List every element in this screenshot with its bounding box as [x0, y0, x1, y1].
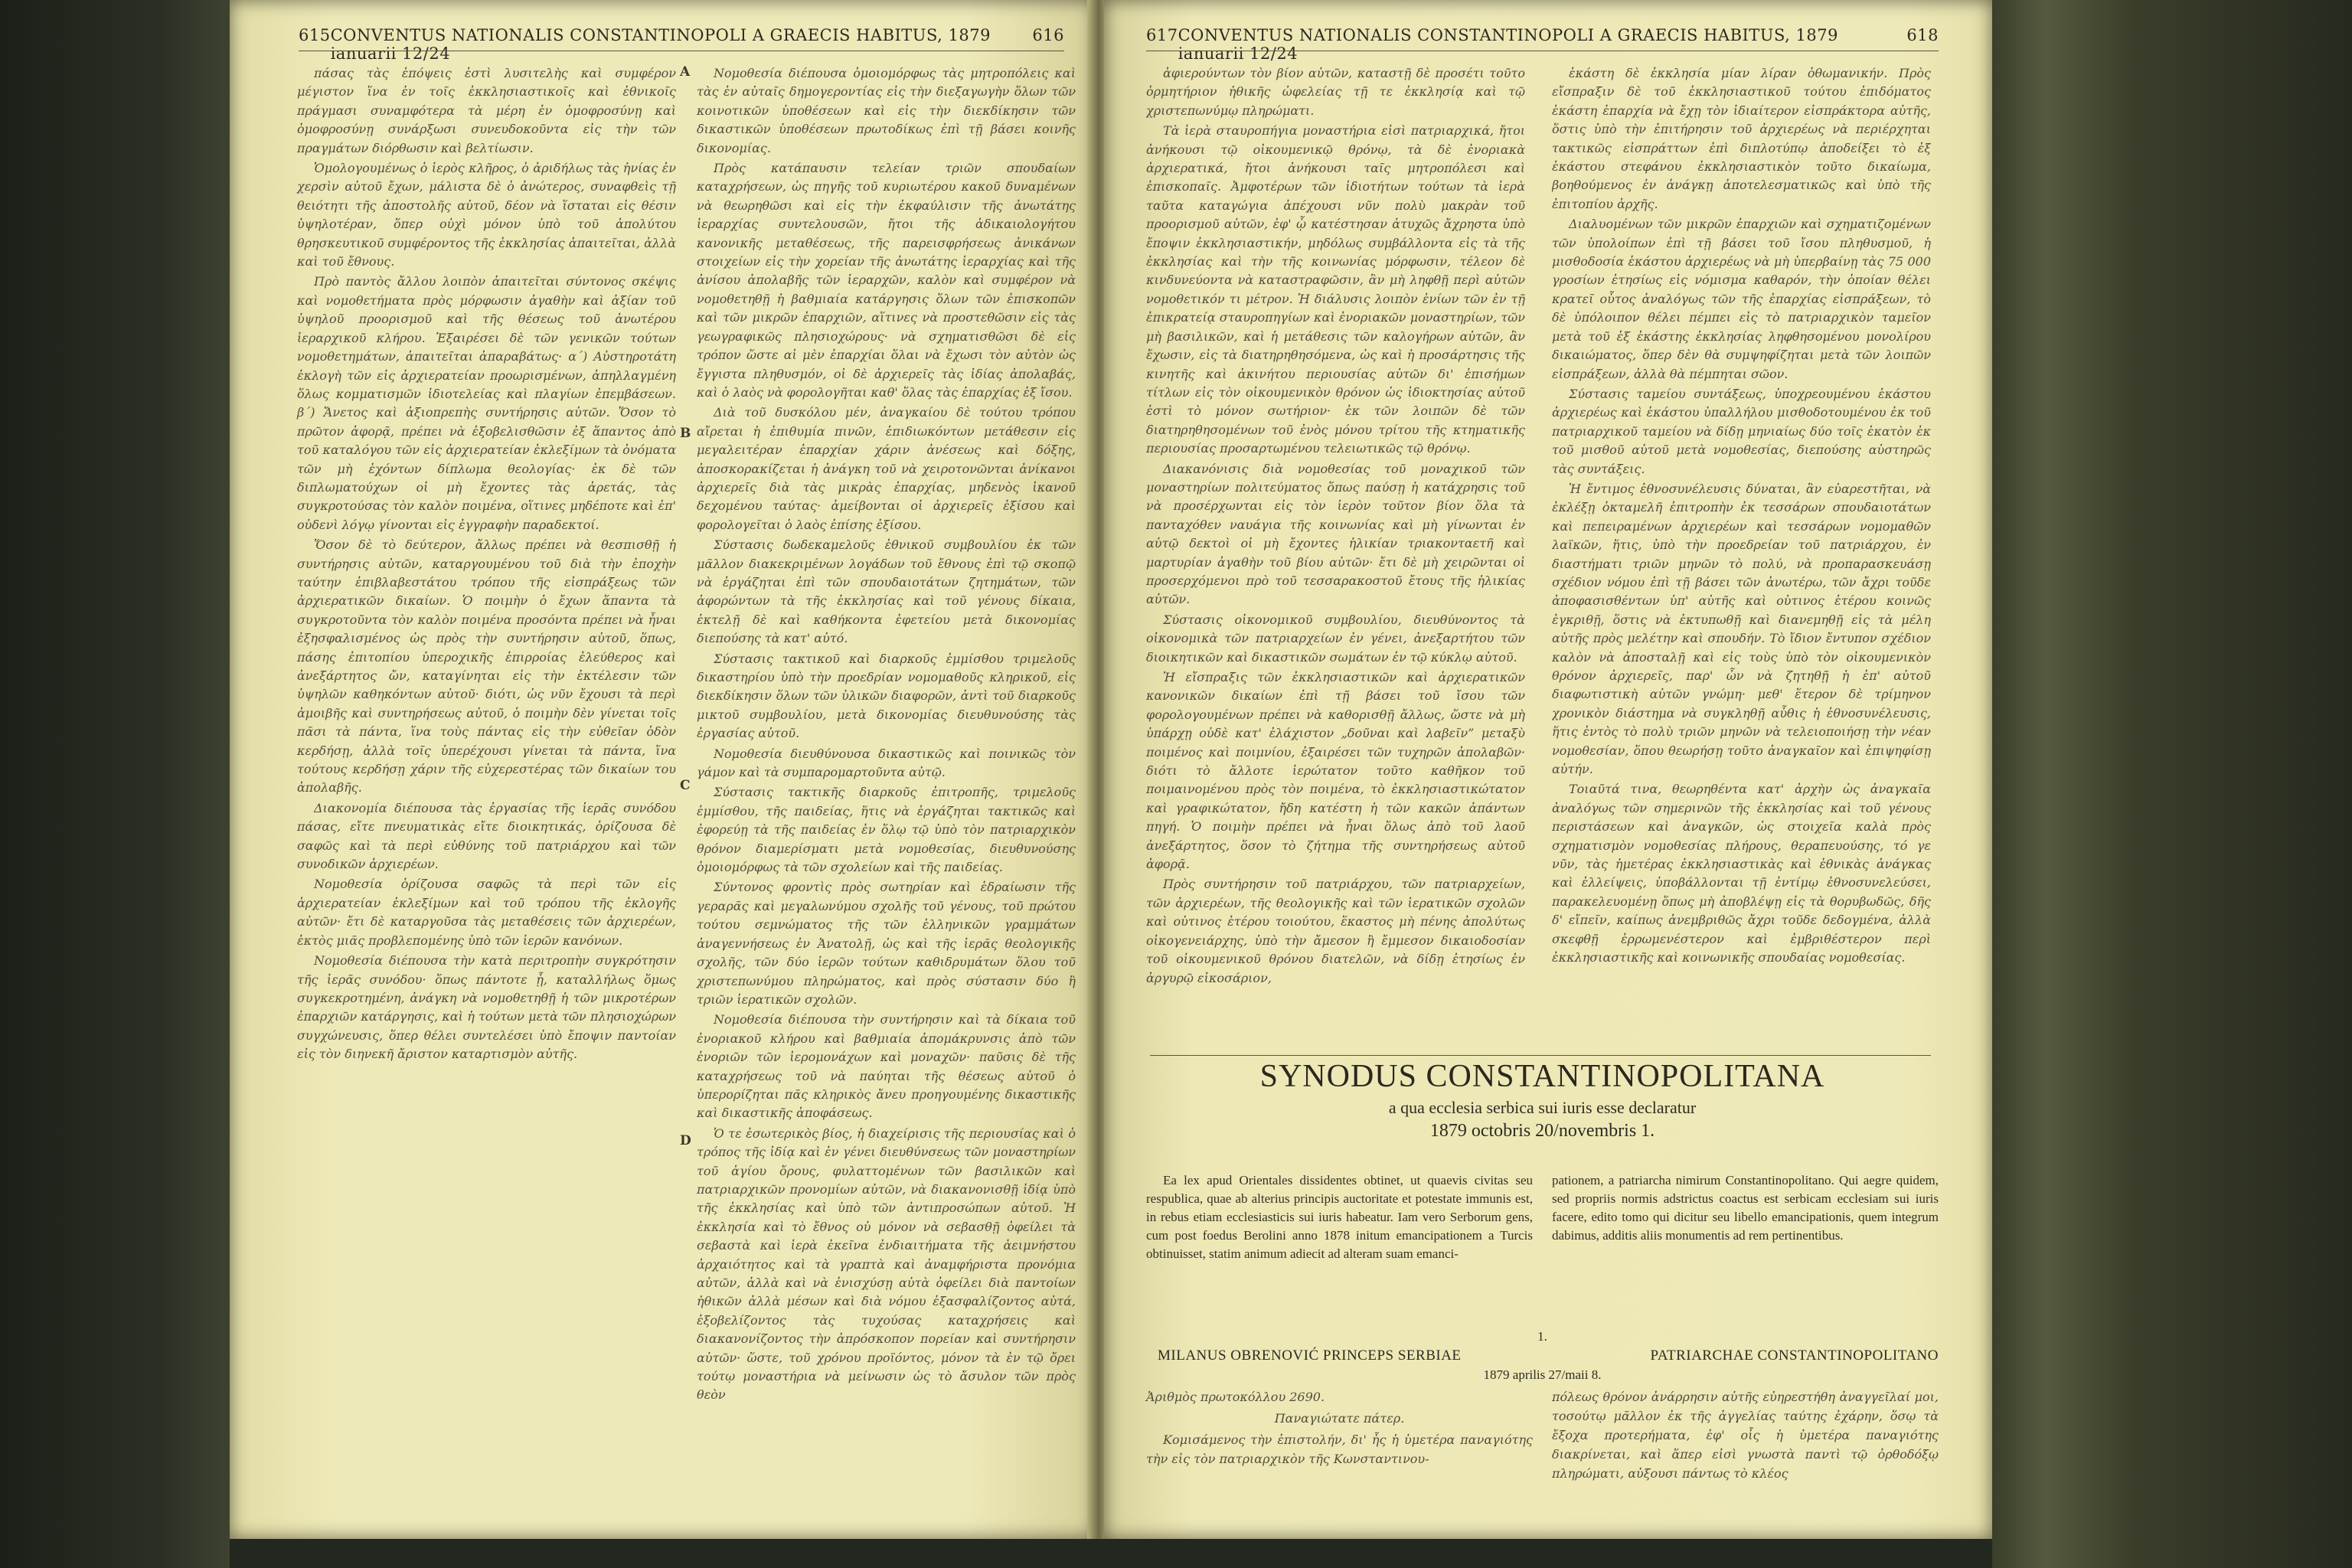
paragraph: πάσας τὰς ἐπόψεις ἐστὶ λυσιτελὴς καὶ συμφέρον μέγιστον ἵνα ἐν τοῖς ἐκκλησιαστικοῖς καὶ ἐθνικοῖς πράγμασι συναμφότερα τὰ μέρη ἐν ὁμοφροσύνῃ καὶ ὁμοφροσύνῃ συνάρξωσι συνευδοκοῦντα εἰς τὴν τῶν πραγμάτων διόρθωσιν καὶ βελτίωσιν. — [297, 66, 676, 155]
paragraph: Διακανόνισις διὰ νομοθεσίας τοῦ μοναχικοῦ τῶν μοναστηρίων πολιτεύματος ὅπως παύσῃ ἡ κατάχρησις τοῦ νὰ προσέρχωνται εἰς τὸν ἱερὸν τοῦτον βίον ὅλα τὰ πανταχόθεν ναυάγια τῆς κοινωνίας καὶ μὴ γίνωνται ἐν αὐτῷ δεκτοὶ οἱ μὴ ἔχοντες ἡλικίαν τριακονταετῆ καὶ μαρτυρίαν ἀγαθὴν τοῦ βίου αὐτῶν· ἔτι δὲ μὴ χειρῶνται οἱ προσερχόμενοι πρὸ τοῦ τεσσαρακοστοῦ ἔτους τῆς ἡλικίας αὐτῶν. — [1146, 461, 1525, 607]
paragraph: ἑκάστη δὲ ἐκκλησία μίαν λίραν ὀθωμανικήν. Πρὸς εἴσπραξιν δὲ τοῦ ἐκκλησιαστικοῦ τούτου ἐπιδόματος ἑκάστη ἐπαρχία νὰ ἔχῃ τὸν ἰδιαίτερον εἰσπράκτορα αὐτῆς, ὅστις ὑπὸ τὴν ἐπιτήρησιν τοῦ ἀρχιερέως νὰ περιέρχηται τακτικῶς εἰσπράττων ἐπὶ διπλοτύπῳ ἀποδείξει τὸ ἐξ ἑκάστου στεφάνου ἐκκλησιαστικὸν τοῦτο δικαίωμα, βοηθούμενος ἐν ἀνάγκῃ ἀποτελεσματικῶς καὶ ὑπὸ τῆς ἐπιτοπίου ἀρχῆς. — [1552, 66, 1931, 211]
paragraph: Σύστασις δωδεκαμελοῦς ἐθνικοῦ συμβουλίου ἐκ τῶν μᾶλλον διακεκριμένων λογάδων τοῦ ἔθνους ἐπὶ τῷ σκοπῷ νὰ ἐργάζηται ἐπὶ τῶν σπουδαιοτάτων ζητημάτων, τῶν ἀφορώντων τὰ τῆς ἐκκλησίας καὶ τοῦ γένους δίκαια, ἐκτελῇ δὲ καὶ καθήκοντα ἐφετείου μετὰ δικονομίας διεπούσης τὰ κατ' αὐτό. — [697, 537, 1076, 646]
margin-marker-b: B — [680, 426, 691, 441]
document-number: 1. — [1537, 1329, 1547, 1344]
paragraph: Τὰ ἱερὰ σταυροπήγια μοναστήρια εἰσὶ πατριαρχικά, ἤτοι ἀνήκουσι τῷ οἰκουμενικῷ θρόνῳ, τὰ δὲ ἐνοριακὰ ἀρχιερατικά, ἤτοι ἀνήκουσι ταῖς μητροπόλεσι καὶ ἐπισκοπαῖς. Ἀμφοτέρων τῶν ἰδιοτήτων τούτων τὰ ἱερὰ ταῦτα καταγώγια ἀπέχουσι νῦν πολὺ μακρὰν τοῦ προορισμοῦ αὐτῶν, ἐφ' ᾧ κατέστησαν ἀτυχῶς ἄχρηστα ὑπὸ ἔποψιν ἐκκλησιαστικήν, μηδόλως συμβάλλοντα εἰς τὰ τῆς ἐκκλησίας καὶ τὴν τῆς κοινωνίας μόρφωσιν, τέλεον δὲ κινδυνεύοντα νὰ καταστραφῶσιν, ἂν μὴ ληφθῇ περὶ αὐτῶν νομοθετικόν τι μέτρον. Ἡ διάλυσις λοιπὸν ἐνίων τῶν ἐν τῇ ἐπικρατείᾳ σταυροπηγίων καὶ ἐνοριακῶν μοναστηρίων, τῶν μὴ βασιλικῶν, καὶ ἡ μετάθεσις τῶν καλογήρων αὐτῶν, ἂν ἔχωσιν, εἰς τὰ διατηρηθησόμενα, ὡς καὶ ἡ προσάρτησις τῆς κινητῆς καὶ ἀκινήτου περιουσίας αὐτῶν δι' ἐπισήμων τίτλων εἰς τὸν οἰκουμενικὸν θρόνον ὡς ἰδιοκτησίας αὐτοῦ ἐστὶ τὸ μόνον σωτήριον· ἐκ τῶν λοιπῶν δὲ τῶν διατηρηθησομένων τοῦ ἐνὸς μόνου τρίτου τῆς κτηματικῆς περιουσίας προσαρτωμένου τελειωτικῶς τῷ θρόνῳ. — [1146, 123, 1525, 456]
paragraph: Ἡ εἴσπραξις τῶν ἐκκλησιαστικῶν καὶ ἀρχιερατικῶν κανονικῶν δικαίων ἐπὶ τῇ βάσει τοῦ ἴσου τῶν φορολογουμένων πρέπει νὰ καθορισθῇ ἄλλως, ὥστε νὰ μὴ ὑπάρχῃ οὐδὲ κατ' ἐλάχιστον „δοῦναι καὶ λαβεῖν” μεταξὺ ποιμένος καὶ ποιμνίου, ἐξαιρέσει τῶν τυχηρῶν ἀπολαβῶν· διότι τὸ ἄλλοτε ἱερώτατον τοῦτο καθῆκον τοῦ ποιμαινομένου πρὸς τὸν ποιμένα, τὸ ἐκκλησιαστικώτατον καὶ γραφικώτατον, ἤδη κατέστη ἡ τῶν κακῶν ἁπάντων πηγή. Ὁ ποιμὴν πρέπει νὰ ἦναι ὅλως ἀπὸ τοῦ λαοῦ ἀνεξάρτητος, ὅσον τὸ ζήτημα τῆς συντηρήσεως αὐτοῦ ἀφορᾷ. — [1146, 670, 1525, 872]
paragraph: Ea lex apud Orientales dissidentes obtinet, ut quaevis civitas seu respublica, quae ab alterius principis auctoritate et potestate immunis est, in rebus etiam ecclesiasticis sui iuris habeatur. Iam vero Serborum gens, cum post foedus Berolini anno 1878 initum emancipationem a Turcis obtinuisset, statim animum adiecit ad alteram suam emanci- — [1146, 1173, 1533, 1261]
left-running-title: CONVENTUS NATIONALIS CONSTANTINOPOLI A GRAECIS HABITUS, 1879 ianuarii 12/24 — [330, 26, 991, 63]
paragraph: πόλεως θρόνον ἀνάρρησιν αὐτῆς εὐηρεστήθη ἀναγγεῖλαί μοι, τοσούτῳ μᾶλλον ἐκ τῆς ἀγγελίας ταύτης ἐχάρην, ὅσῳ τὰ ἔξοχα προτερήματα, ἐφ' οἷς ἡ ὑμετέρα παναγιότης διακρίνεται, καὶ ἅπερ εἰσὶ γνωστὰ παντὶ τῷ ὀρθοδόξῳ πληρώματι, αὐξουσι πάντως τὸ κλέος — [1552, 1390, 1939, 1481]
left-column-b — [697, 64, 1076, 1406]
left-running-head — [299, 26, 1064, 63]
right-column-a — [1146, 64, 1525, 1044]
paragraph: Ὁ τε ἐσωτερικὸς βίος, ἡ διαχείρισις τῆς περιουσίας καὶ ὁ τρόπος τῆς ἰδίᾳ καὶ ἐν γένει διευθύνσεως τῶν μοναστηρίων τοῦ ἁγίου ὄρους, φυλαττομένων τῶν βασιλικῶν καὶ πατριαρχικῶν προνομίων αὐτῶν, νὰ διακανονισθῇ ἰδίᾳ ὑπὸ τῆς ἐκκλησίας καὶ ὑπὸ τῶν ἀντιπροσώπων αὐτοῦ. Ἡ ἐκκλησία καὶ τὸ ἔθνος οὐ μόνον νὰ σεβασθῇ ὀφείλει τὰ σεβαστὰ καὶ ἱερὰ ἐκεῖνα ἐνδιαιτήματα τῆς ἀειμνήστου ἀρχαιότητος καὶ τὰ γραπτὰ καὶ ἀναμφήριστα προνόμια αὐτῶν, ἀλλὰ καὶ νὰ ἐνισχύσῃ αὐτὰ ὀφείλει διὰ παντοίων ἠθικῶν ἀλλὰ μέσων καὶ διὰ νόμου ἐξασφαλίζοντος αὐτά, ἐξοβελίζοντος τὰς τυχούσας καταχρήσεις καὶ διακανονίζοντος τὴν ἀπρόσκοπον πορείαν καὶ συντήρησιν αὐτῶν· ὥστε, τοῦ χρόνου προϊόντος, μόνον τὰ ἐν τῷ ὄρει τούτῳ μοναστήρια νὰ μείνωσιν ὡς τὸ ἄσυλον τῶν πρὸς θεὸν — [697, 1125, 1076, 1403]
document-recipient: PATRIARCHAE CONSTANTINOPOLITANO — [1650, 1348, 1939, 1364]
latin-intro-column-a — [1146, 1171, 1533, 1263]
document-column-a — [1146, 1387, 1533, 1471]
paragraph: Νομοθεσία ὁρίζουσα σαφῶς τὰ περὶ τῶν εἰς ἀρχιερατείαν ἐκλεξίμων καὶ τοῦ τρόπου τῆς ἐκλογῆς αὐτῶν· ἔτι δὲ καταργοῦσα τὰς μεταθέσεις τῶν ἀρχιερέων, ἐκτὸς μιᾶς προβλεπομένης ὑπὸ τῶν ἱερῶν κανόνων. — [297, 877, 676, 948]
paragraph: Κομισάμενος τὴν ἐπιστολήν, δι' ἧς ἡ ὑμετέρα παναγιότης τὴν εἰς τὸν πατριαρχικὸν τῆς Κωνσταντινου- — [1146, 1432, 1533, 1466]
synod-date: 1879 octobris 20/novembris 1. — [1429, 1121, 1655, 1141]
margin-marker-a: A — [680, 64, 691, 80]
margin-marker-c: C — [680, 778, 691, 793]
synod-title: SYNODUS CONSTANTINOPOLITANA — [1259, 1059, 1825, 1094]
latin-intro-column-b — [1552, 1171, 1939, 1245]
paragraph: Πρὸ παντὸς ἄλλου λοιπὸν ἀπαιτεῖται σύντονος σκέψις καὶ νομοθετήματα πρὸς μόρφωσιν ἀγαθὴν καὶ ἀξίαν τοῦ ὑψηλοῦ προορισμοῦ καὶ τῆς θέσεως τοῦ ἀνωτέρου ἱεραρχικοῦ κλήρου. Ἐξαιρέσει δὲ τῶν γενικῶν τούτων νομοθετημάτων, ἀπαιτεῖται ἀπαραβάτως· α΄) Αὐστηροτάτη ἐκλογὴ τῶν εἰς ἀρχιερατείαν προωρισμένων, ἀπηλλαγμένη ὅλως κομματισμῶν ἰδιοτελείας καὶ πλαγίων ἐπεμβάσεων. β΄) Ἄνετος καὶ ἀξιοπρεπὴς συντήρησις αὐτῶν. Ὅσον τὸ πρῶτον ἀφορᾷ, πρέπει νὰ ἐξοβελισθῶσιν ἐξ ἅπαντος ἀπὸ τοῦ καταλόγου τῶν εἰς ἀρχιερατείαν ἐκλεξίμων τὰ ὀνόματα τῶν μὴ ἐχόντων δίπλωμα θεολογίας· ἐκ δὲ τῶν διπλωματούχων οἱ μὴ ἔχοντες τὰς ἀρετάς, τὰς συγκροτούσας τὸν καλὸν ποιμένα, οἵτινες μηδέποτε καὶ ἐπ' οὐδενὶ λόγῳ γίνονται εἰς ἐγγραφὴν παραδεκτοί. — [297, 274, 676, 532]
left-column-a — [297, 64, 676, 1066]
paragraph: Διαλυομένων τῶν μικρῶν ἐπαρχιῶν καὶ σχηματιζομένων τῶν ὑπολοίπων ἐπὶ τῇ βάσει τοῦ ἴσου πληθυσμοῦ, ἡ μισθοδοσία ἑκάστου ἀρχιερέως νὰ μὴ ὑπερβαίνῃ τὰς 75 000 γροσίων ἐτησίως εἰς νόμισμα καθαρόν, τὴν ὁποίαν θέλει κρατεῖ οὗτος ἀναλόγως τῶν τῆς ἐπαρχίας εἰσπράξεων, τὸ δὲ ὑπόλοιπον θέλει πέμπει εἰς τὸ πατριαρχικὸν ταμεῖον μετὰ τοῦ ἐξ ἑκάστης ἐκκλησίας ληφθησομένου μονολίρου δικαιώματος, ὅπερ δὲν θὰ συμψηφίζηται μετὰ τῶν λοιπῶν εἰσπράξεων, ἀλλὰ θὰ πέμπηται σῶον. — [1552, 217, 1931, 381]
paragraph: Πρὸς συντήρησιν τοῦ πατριάρχου, τῶν πατριαρχείων, τῶν ἀρχιερέων, τῆς θεολογικῆς καὶ τῶν ἱερατικῶν σχολῶν καὶ οὐτινος ἑτέρου τοιούτου, ἕκαστος μὴ πένης ἀπολύτως οἰκογενειάρχης, ὑπὸ τὴν ἄμεσον ἢ ἔμμεσον δικαιοδοσίαν τοῦ οἰκουμενικοῦ θρόνου διατελῶν, νὰ δίδῃ ἐτησίως ἐν ἀργυρῷ εἰκοσάριον, — [1146, 877, 1525, 985]
paragraph: Σύστασις οἰκονομικοῦ συμβουλίου, διευθύνοντος τὰ οἰκονομικὰ τῶν πατριαρχείων ἐν γένει, ἀνεξαρτήτου τῶν διοικητικῶν καὶ δικαστικῶν σωμάτων ἐν τῷ κύκλῳ αὐτοῦ. — [1146, 612, 1525, 665]
right-running-head — [1146, 26, 1939, 63]
paragraph: Σύστασις τακτικοῦ καὶ διαρκοῦς ἐμμίσθου τριμελοῦς δικαστηρίου ὑπὸ τὴν προεδρίαν νομομαθοῦς κληρικοῦ, εἰς διεκδίκησιν ὅλων τῶν ὑλικῶν διαφορῶν, ἀντὶ τοῦ διαρκοῦς μικτοῦ συμβουλίου, μετὰ δικονομίας διευθυνούσης τὰς ἐργασίας αὐτοῦ. — [697, 651, 1076, 741]
paragraph: Ὁμολογουμένως ὁ ἱερὸς κλῆρος, ὁ ἀριδήλως τὰς ἡνίας ἐν χερσὶν αὐτοῦ ἔχων, μάλιστα δὲ ὁ ἀνώτερος, συναφθεὶς τῇ θειότητι τῆς ἀποστολῆς αὐτοῦ, δέον νὰ ἵσταται εἰς θέσιν ὑψηλοτέραν, ὅπερ οὐχὶ μόνον ὑπὸ τοῦ ἀπολύτου θρησκευτικοῦ συμφέροντος τῆς ἐκκλησίας ἀπαιτεῖται, ἀλλὰ καὶ τοῦ ἔθνους. — [297, 161, 676, 270]
document-date: 1879 aprilis 27/maii 8. — [1483, 1367, 1602, 1382]
paragraph: Σύστασις ταμείου συντάξεως, ὑποχρεουμένου ἑκάστου ἀρχιερέως καὶ ἑκάστου ὑπαλλήλου μισθοδοτουμένου ἐκ τοῦ πατριαρχικοῦ ταμείου νὰ δίδῃ μηνιαίως δύο τοῖς ἑκατὸν ἐκ τοῦ μισθοῦ αὐτοῦ μετὰ νομοθεσίας, διεπούσης αὐστηρῶς τὰς συντάξεις. — [1552, 386, 1931, 476]
salutation: Παναγιώτατε πάτερ. — [1274, 1411, 1405, 1426]
right-book-edge — [1992, 0, 2352, 1568]
document-column-b — [1552, 1387, 1939, 1485]
right-page — [1104, 0, 1992, 1539]
left-page-number-b: 616 — [1032, 26, 1064, 44]
section-divider — [1150, 1055, 1931, 1056]
document-title — [1158, 1348, 1939, 1364]
synod-subtitle: a qua ecclesia serbica sui iuris esse declaratur — [1388, 1098, 1697, 1117]
margin-marker-d: D — [680, 1133, 691, 1148]
paragraph: Νομοθεσία διέπουσα τὴν συντήρησιν καὶ τὰ δίκαια τοῦ ἐνοριακοῦ κλήρου καὶ βαθμιαία ἀπομάκρυνσις ἀπὸ τῶν ἐνοριῶν τῶν ἱερομονάχων καὶ μοναχῶν· παῦσις δὲ τῆς καταχρήσεως τοῦ νὰ παύηται τῆς θέσεως αὐτοῦ ὁ ὑπερορίζηται πᾶς κληρικὸς ἄνευ προηγουμένης δικαστικῆς καὶ δικαστικῆς ἀποφάσεως. — [697, 1012, 1076, 1121]
left-page-number-a: 615 — [299, 26, 331, 44]
paragraph: Σύντονος φροντὶς πρὸς σωτηρίαν καὶ ἑδραίωσιν τῆς γεραρᾶς καὶ μεγαλωνύμου σχολῆς τοῦ γένους, τοῦ πρώτου τούτου σεμνώματος τῆς τῶν ἑλληνικῶν γραμμάτων ἀναγεννήσεως ἐν Ἀνατολῇ, ὡς καὶ τῆς ἱερᾶς θεολογικῆς σχολῆς, τῶν δύο ἱερῶν τούτων καθιδρυμάτων ὅλου τοῦ χριστεπωνύμου πληρώματος, καὶ πρὸς σύστασιν δύο ἢ τριῶν ἱερατικῶν σχολῶν. — [697, 880, 1076, 1007]
paragraph: Ἡ ἔντιμος ἐθνοσυνέλευσις δύναται, ἂν εὐαρεστῆται, νὰ ἐκλέξῃ ὀκταμελῆ ἐπιτροπὴν ἐκ τεσσάρων σπουδαιοτάτων καὶ πεπειραμένων ἀρχιερέων καὶ τεσσάρων νομομαθῶν λαϊκῶν, ἥτις, ὑπὸ τὴν προεδρείαν τοῦ πατριάρχου, ἐν διαστήματι τριῶν μηνῶν τὸ πολύ, νὰ προπαρασκευάσῃ σχέδιον νόμου ἐπὶ τῇ βάσει τῶν ἀνωτέρω, τῶν ἄχρι τοῦδε ἀποφασισθέντων ὑπ' αὐτῆς καὶ οὑτινος ἑτέρου κοινῶς ἐγκριθῇ, ὅστις νὰ ἐκτυπωθῇ καὶ διανεμηθῇ εἰς τὰ μέλη αὐτῆς πρὸς μελέτην καὶ σπουδήν. Τὸ ἴδιον ἔντυπον σχέδιον καλὸν νὰ ἀποσταλῇ καὶ εἰς τοὺς ὑπὸ τὸν οἰκουμενικὸν θρόνον ἀρχιερεῖς, παρ' ὧν νὰ ζητηθῇ ἡ ἐπ' αὐτοῦ διαφωτιστικὴ αὐτῶν γνώμη· μεθ' ἕτερον δὲ τρίμηνον χρονικὸν διάστημα νὰ συγκληθῇ αὖθις ἡ ἐθνοσυνέλευσις, ἥτις ἐντὸς τὸ πολὺ τριῶν μηνῶν νὰ τελειοποιήσῃ τὴν νέαν νομοθεσίαν, ὅπου θεωρήσῃ τοῦτο ἀναγκαῖον καὶ ἐπιψηφίσῃ αὐτήν. — [1552, 481, 1931, 777]
paragraph: Τοιαῦτά τινα, θεωρηθέντα κατ' ἀρχὴν ὡς ἀναγκαῖα ἀναλόγως τῶν σημερινῶν τῆς ἐκκλησίας καὶ τοῦ γένους περιστάσεων καὶ ἀναγκῶν, ὡς στοιχεῖα καλὰ πρὸς σχηματισμὸν νομοθεσίας πλήρους, θεραπευούσης, τό γε νῦν, τὰς ἡμετέρας ἐκκλησιαστικὰς καὶ ἐθνικὰς ἀνάγκας καὶ ἐλλείψεις, ὑποβάλλονται τῇ ἐντίμῳ ἐθνοσυνελεύσει, παρακελευομένῃ ὅπως μὴ ἀποβλέψῃ εἰς τὰ θορυβωδῶς, δῆς δ' εἴπεῖν, καίπως ἀνεμβριθῶς ἄχρι τοῦδε δεδογμένα, ἀλλὰ σκεφθῇ ἐρρωμενέστερον καὶ ἐμβριθέστερον περὶ ἐκκλησιαστικῆς καὶ κοινωνικῆς σπουδαίας νομοθεσίας. — [1552, 782, 1931, 965]
left-background — [0, 0, 230, 1568]
right-column-b — [1552, 64, 1931, 1044]
right-page-number-a: 617 — [1146, 26, 1178, 44]
paragraph: Διὰ τοῦ δυσκόλου μέν, ἀναγκαίου δὲ τούτου τρόπου αἴρεται ἡ ἐπιθυμία πινῶν, ἐπιδιωκόντων μετάθεσιν εἰς μεγαλειτέραν ἐπαρχίαν χάριν ἀνέσεως καὶ δόξης, ἀποσκορακίζεται ἡ ἀνάγκη τοῦ νὰ χειροτονῶνται ἀνίκανοι ἀρχιερεῖς διὰ τὰς μικρὰς ἐπαρχίας, μηδενὸς ἱκανοῦ δεχομένου ταύτας· ἀμείβονται οἱ ἀρχιερεῖς ἐξίσου καὶ φορολογεῖται ὁ λαὸς ἐπίσης ἐξίσου. — [697, 405, 1076, 532]
paragraph: Διακονομία διέπουσα τὰς ἐργασίας τῆς ἱερᾶς συνόδου πάσας, εἴτε πνευματικὰς εἴτε διοικητικάς, ὁρίζουσα δὲ σαφῶς καὶ τὰ περὶ εὐθύνης τοῦ πατριάρχου καὶ τῶν συνοδικῶν ἀρχιερέων. — [297, 800, 676, 872]
document-sender: MILANUS OBRENOVIĆ PRINCEPS SERBIAE — [1158, 1348, 1462, 1364]
protocol-number: Ἀριθμὸς πρωτοκόλλου 2690. — [1146, 1390, 1325, 1404]
synod-header — [1146, 1058, 1939, 1142]
paragraph: Νομοθεσία διευθύνουσα δικαστικῶς καὶ ποινικῶς τὸν γάμον καὶ τὰ συμπαρομαρτοῦντα αὐτῷ. — [697, 746, 1076, 780]
paragraph: Σύστασις τακτικῆς διαρκοῦς ἐπιτροπῆς, τριμελοῦς ἐμμίσθου, τῆς παιδείας, ἥτις νὰ ἐργάζηται τακτικῶς καὶ ἐφορεύῃ τὰ τῆς παιδείας ἐν ὅλῳ τῷ ὑπὸ τὸν πατριαρχικὸν θρόνον διαμερίσματι μετὰ νομοθεσίας, διευθυνούσης ὁμοιομόρφως τὰ τῶν σχολείων καὶ τῆς παιδείας. — [697, 785, 1076, 875]
left-page — [230, 0, 1095, 1539]
paragraph: Νομοθεσία διέπουσα ὁμοιομόρφως τὰς μητροπόλεις καὶ τὰς ἐν αὐταῖς δημογεροντίας εἰς τὴν διεξαγωγὴν ὅλων τῶν κοινοτικῶν ὑποθέσεων καὶ εἰς τὴν διεκδίκησιν τῶν δικαστικῶν ὑποθέσεων πρωτοδίκως ἐπὶ τῇ βάσει κοινῆς δικονομίας. — [697, 66, 1076, 155]
right-page-number-b: 618 — [1906, 26, 1939, 44]
right-running-title: CONVENTUS NATIONALIS CONSTANTINOPOLI A GRAECIS HABITUS, 1879 ianuarii 12/24 — [1178, 26, 1838, 63]
paragraph: ἀφιερούντων τὸν βίον αὐτῶν, καταστῇ δὲ προσέτι τοῦτο ὀρμητήριον ἠθικῆς ὠφελείας τῇ τε ἐκκλησίᾳ καὶ τῷ χριστεπωνύμῳ πληρώματι. — [1146, 66, 1525, 118]
paragraph: Πρὸς κατάπαυσιν τελείαν τριῶν σπουδαίων καταχρήσεων, ὡς πηγῆς τοῦ κυριωτέρου κακοῦ δυναμένων νὰ θεωρηθῶσι καὶ εἰς τὴν ἐκφαύλισιν τῆς ἀνωτάτης ἱεραρχίας συντελουσῶν, ἤτοι τῆς ἀδικαιολογήτου κανονικῆς μεταθέσεως, τῆς παρεισφρήσεως ἀνικάνων στοιχείων εἰς τὴν χορείαν τῆς ἀνωτάτης ἱεραρχίας καὶ τῆς ἀνίσου ἀπολαβῆς τῶν ἱεραρχῶν, καλὸν καὶ συμφέρον νὰ νομοθετηθῇ ἡ βαθμιαία κατάργησις ὅλων τῶν ἐπισκοπῶν καὶ τῶν μικρῶν ἐπαρχιῶν, αἵτινες νὰ προστεθῶσιν εἰς τὰς γεωγραφικῶς πλησιοχώρους· νὰ σχηματισθῶσι δὲ εἰς τρόπον ὥστε αἱ μὲν ἐπαρχίαι ὅλαι νὰ ἔχωσι τὸν αὐτὸν ὡς ἔγγιστα πληθυσμόν, οἱ δὲ ἀρχιερεῖς τὰς ἰδίας ἀπολαβάς, καὶ ὁ λαὸς νὰ φορολογῆται καθ' ὅλας τὰς ἐπαρχίας ἐξ ἴσου. — [697, 161, 1076, 400]
paragraph: Νομοθεσία διέπουσα τὴν κατὰ περιτροπὴν συγκρότησιν τῆς ἱερᾶς συνόδου· ὅπως πάντοτε ᾖ, καταλλήλως ὅμως συγκεκροτημένη, ἀνάγκη νὰ νομοθετηθῇ ἡ τῶν μικροτέρων ἐπαρχιῶν κατάργησις, καὶ ἡ τούτων μετὰ τῶν πλησιοχώρων συγχώνευσις, ὅπερ θέλει συντελέσει ὑπὸ ἔποψιν παντοίαν εἰς τὸν διηνεκῆ ἄριστον καταρτισμὸν αὐτῆς. — [297, 953, 676, 1062]
paragraph: Ὅσον δὲ τὸ δεύτερον, ἄλλως πρέπει νὰ θεσπισθῇ ἡ συντήρησις αὐτῶν, καταργουμένου τοῦ διὰ τὴν ἐποχὴν ταύτην ἐπιβλαβεστάτου τρόπου τῆς εἰσπράξεως τῶν ἀρχιερατικῶν δικαίων. Ὁ ποιμὴν ὁ ἔχων ἅπαντα τὰ συγκροτοῦντα τὸν καλὸν ποιμένα προσόντα πρέπει νὰ ἦναι ἐξησφαλισμένος ὡς πρὸς τὴν συντήρησιν αὐτοῦ, ὅπως, πάσης ἐπιτοπίου ὑπεροχικῆς ἐπιρροίας ἐλεύθερος καὶ ἀνεξάρτητος ὤν, καταγίνηται εἰς τὴν ἐκτέλεσιν τῶν ὑψηλῶν καθηκόντων αὐτοῦ· διότι, ὡς νῦν ἔχουσι τὰ περὶ ἀμοιβῆς καὶ συντηρήσεως αὐτοῦ, ὁ ποιμὴν δὲν γίνεται τοῖς πᾶσι τὰ πάντα, ἵνα τοὺς πάντας εἰς τὴν εὐθεῖαν ὁδὸν κερδήσῃ, ἀλλὰ τοῖς ὑπερέχουσι γίνεται τὰ πάντα, ἵνα τούτους κερδήσῃ χάριν τῆς εὐχερεστέρας τῶν δικαίων του ἀπολαβῆς. — [297, 537, 676, 795]
paragraph: pationem, a patriarcha nimirum Constantinopolitano. Qui aegre quidem, sed propriis normis adstrictus coactus est serbicam ecclesiam sui iuris facere, edito tomo qui dicitur seu libello emancipationis, quem integrum dabimus, additis aliis monumentis ad rem pertinentibus. — [1552, 1173, 1939, 1243]
